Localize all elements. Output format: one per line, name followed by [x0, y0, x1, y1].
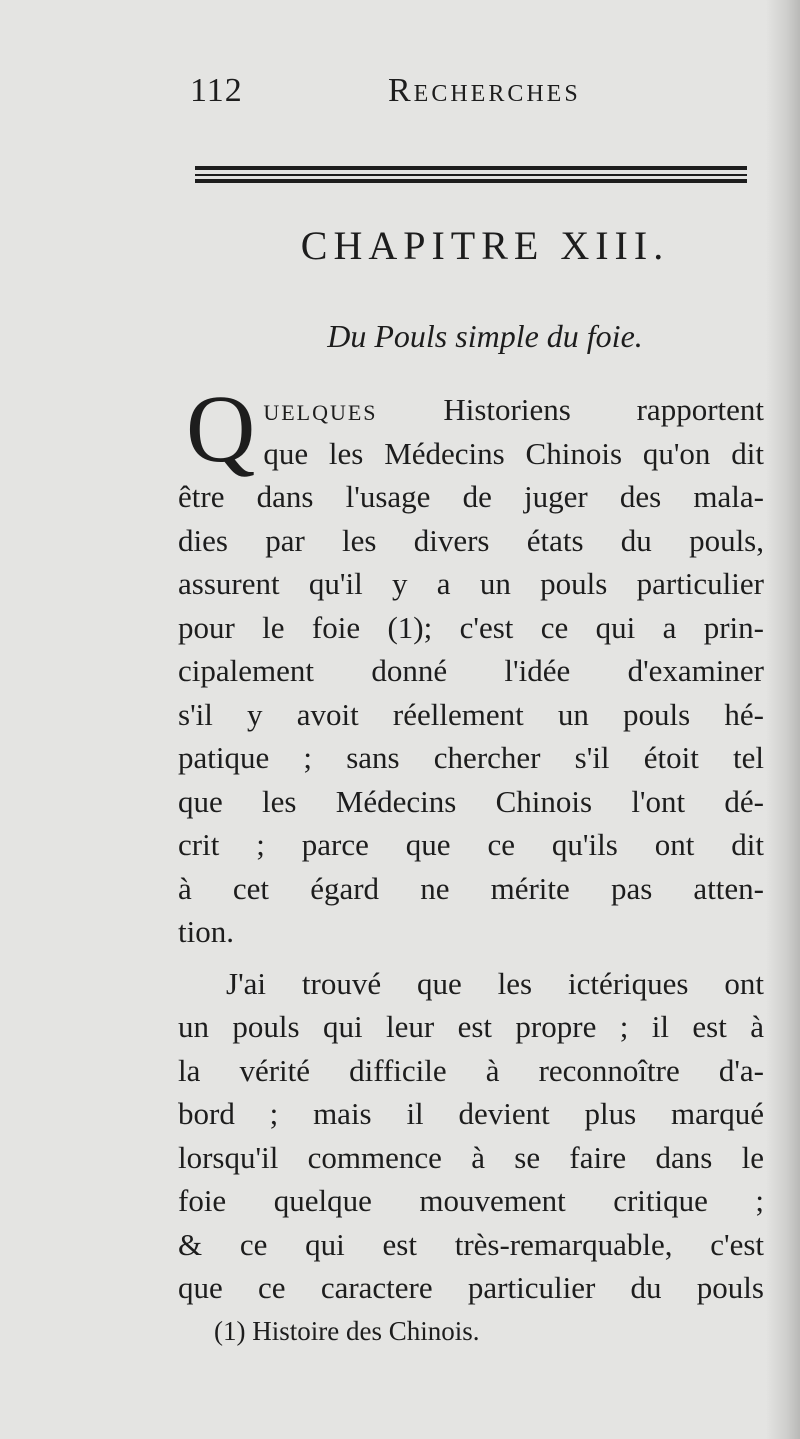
chapter-title: CHAPITRE XIII.	[300, 223, 670, 268]
first-word: uelques	[263, 392, 378, 427]
text-line: lorsqu'il commence à se faire dans le	[178, 1139, 764, 1175]
paragraph-1	[178, 375, 764, 954]
running-head: Recherches	[388, 72, 581, 109]
text-line	[178, 388, 764, 432]
text-line: bord ; mais il devient plus marqué	[178, 1096, 764, 1131]
section-title: Du Pouls simple du foie.	[327, 318, 643, 354]
text-line: être dans l'usage de juger des mala-	[178, 479, 764, 514]
text-line: que ce caractere particulier du pouls	[178, 1270, 764, 1305]
text-line-content: Historiens rapportent	[443, 392, 764, 427]
text-line: que les Médecins Chinois l'ont dé-	[178, 783, 764, 819]
rule-line-bottom	[195, 179, 747, 183]
text-line: & ce qui est très-remarquable, c'est	[178, 1226, 764, 1262]
text-line: à cet égard ne mérite pas atten-	[178, 870, 764, 906]
text-line: la vérité difficile à reconnoître d'a-	[178, 1052, 764, 1088]
text-line: pour le foie (1); c'est ce qui a prin-	[178, 609, 764, 645]
text-line: que les Médecins Chinois qu'on dit	[263, 435, 764, 471]
text-line: J'ai trouvé que les ictériques ont	[226, 965, 764, 1001]
drop-cap: Q	[186, 375, 256, 482]
text-line: dies par les divers états du pouls,	[178, 522, 764, 558]
header-rule	[195, 164, 747, 186]
body-text	[178, 375, 764, 1310]
page-header	[190, 72, 660, 122]
text-line: assurent qu'il y a un pouls particulier	[178, 566, 764, 601]
text-line: tion.	[178, 914, 234, 949]
rule-line-middle	[195, 174, 747, 176]
page-edge-shadow	[766, 0, 800, 1439]
page-number: 112	[190, 72, 243, 109]
text-line: crit ; parce que ce qu'ils ont dit	[178, 827, 764, 862]
text-line: patique ; sans chercher s'il étoit tel	[178, 740, 764, 775]
text-line: cipalement donné l'idée d'examiner	[178, 653, 764, 688]
rule-line-top	[195, 166, 747, 170]
paragraph-2	[178, 962, 764, 1310]
footnote: (1) Histoire des Chinois.	[214, 1316, 480, 1346]
text-line: s'il y avoit réellement un pouls hé-	[178, 696, 764, 732]
text-line: foie quelque mouvement critique ;	[178, 1183, 764, 1218]
text-line: un pouls qui leur est propre ; il est à	[178, 1009, 764, 1044]
